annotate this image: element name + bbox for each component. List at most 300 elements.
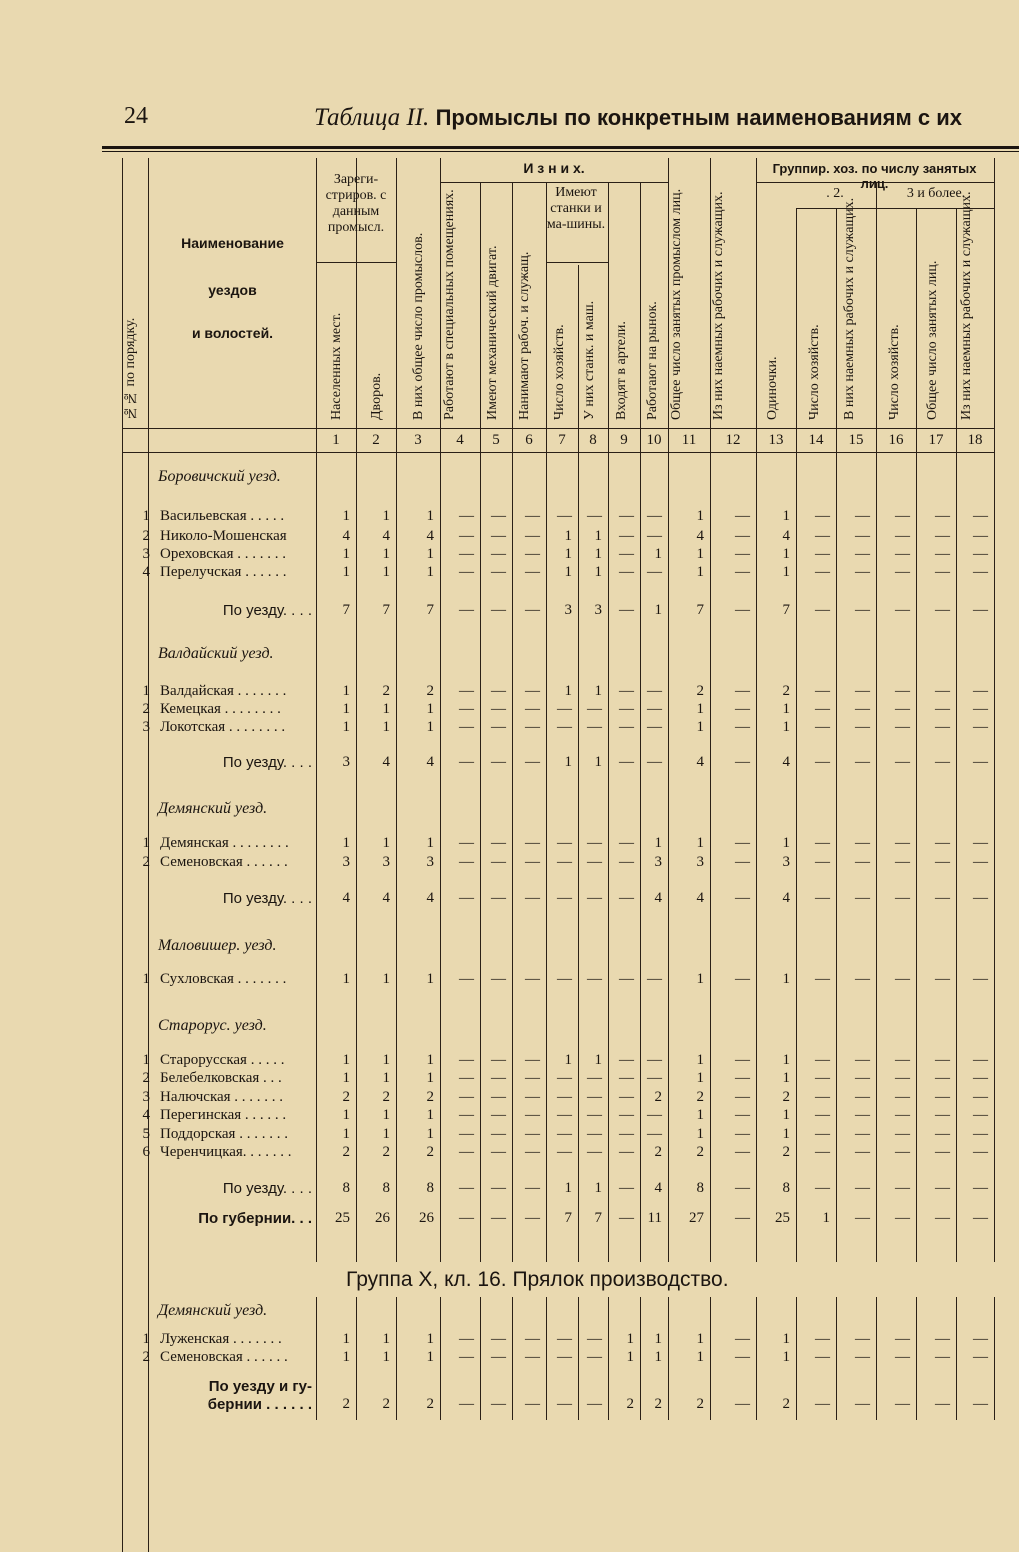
table-cell: 1 — [696, 1331, 704, 1347]
table-cell: — — [619, 719, 634, 735]
table-cell: 7 — [426, 602, 434, 618]
table-cell: 2 — [426, 1144, 434, 1160]
table-cell: 1 — [594, 683, 602, 699]
table-cell: — — [491, 971, 506, 987]
volost-name: Семеновская . . . . . . — [160, 854, 288, 870]
table-cell: 1 — [594, 1180, 602, 1196]
table-cell: 4 — [782, 528, 790, 544]
header-special-premises: Работают в специальных помещениях. — [442, 189, 457, 420]
row-number: 2 — [142, 1070, 150, 1086]
table-cell: 1 — [342, 1126, 350, 1142]
table-cell: — — [619, 546, 634, 562]
table-cell: 1 — [426, 1126, 434, 1142]
table-cell: 1 — [654, 835, 662, 851]
table-cell: 26 — [419, 1210, 434, 1226]
table-cell: — — [459, 971, 474, 987]
table-cell: — — [855, 1089, 870, 1105]
table-cell: 4 — [382, 890, 390, 906]
table-cell: — — [815, 1070, 830, 1086]
table-cell: 25 — [775, 1210, 790, 1226]
table-cell: — — [735, 1144, 750, 1160]
grid-vline — [316, 1297, 317, 1420]
header-num-farms: Число хозяйств. — [552, 324, 567, 420]
table-cell: 1 — [426, 835, 434, 851]
table-cell: — — [895, 971, 910, 987]
table-cell: — — [459, 1210, 474, 1226]
table-cell: — — [855, 754, 870, 770]
grid-vline — [668, 1297, 669, 1420]
row-number: 2 — [142, 854, 150, 870]
table-cell: — — [815, 1126, 830, 1142]
table-cell: 1 — [426, 701, 434, 717]
table-cell: — — [815, 1052, 830, 1068]
table-cell: — — [815, 1396, 830, 1412]
district-total-label: По уезду. . . . — [222, 754, 312, 771]
table-cell: — — [619, 564, 634, 580]
table-cell: — — [619, 701, 634, 717]
table-cell: — — [525, 1331, 540, 1347]
table-cell: — — [491, 1349, 506, 1365]
header-yards: Дворов. — [369, 372, 384, 420]
table-cell: 3 — [654, 854, 662, 870]
row-number: 5 — [142, 1126, 150, 1142]
table-cell: — — [459, 1126, 474, 1142]
table-cell: — — [525, 754, 540, 770]
table-cell: — — [525, 719, 540, 735]
table-cell: 4 — [696, 890, 704, 906]
district-name: Маловишер. уезд. — [158, 937, 277, 954]
table-cell: 1 — [782, 1331, 790, 1347]
row-number: 1 — [142, 835, 150, 851]
table-cell: 1 — [654, 1349, 662, 1365]
table-cell: — — [491, 1126, 506, 1142]
table-cell: — — [855, 508, 870, 524]
header-name-mid: уездов — [208, 282, 257, 298]
table-cell: — — [895, 1180, 910, 1196]
table-cell: 1 — [426, 1331, 434, 1347]
table-cell: — — [973, 546, 988, 562]
table-cell: 25 — [335, 1210, 350, 1226]
table-cell: 1 — [426, 971, 434, 987]
table-cell: — — [815, 971, 830, 987]
table-cell: 1 — [342, 971, 350, 987]
table-cell: — — [895, 1349, 910, 1365]
table-cell: — — [491, 701, 506, 717]
table-cell: 1 — [382, 701, 390, 717]
table-cell: — — [459, 890, 474, 906]
district-name: Старорус. уезд. — [158, 1017, 267, 1034]
table-cell: 1 — [382, 1070, 390, 1086]
table-cell: — — [973, 1349, 988, 1365]
table-cell: — — [459, 1107, 474, 1123]
table-cell: 3 — [426, 854, 434, 870]
table-title — [314, 104, 962, 132]
header-two: . 2. — [826, 186, 844, 201]
table-cell: — — [895, 835, 910, 851]
table-cell: 1 — [382, 508, 390, 524]
header-rownum: №№ по порядку. — [123, 317, 138, 420]
table-cell: 1 — [342, 835, 350, 851]
table-cell: 1 — [426, 1349, 434, 1365]
table-cell: 1 — [342, 719, 350, 735]
table-cell: — — [815, 754, 830, 770]
table-cell: — — [973, 528, 988, 544]
district-total-label: По уезду. . . . — [222, 602, 312, 619]
table-cell: 1 — [594, 754, 602, 770]
table-cell: — — [815, 508, 830, 524]
table-cell: — — [619, 1052, 634, 1068]
table-cell: — — [525, 1070, 540, 1086]
table-cell: 1 — [696, 701, 704, 717]
table-cell: — — [855, 1070, 870, 1086]
row-number: 4 — [142, 564, 150, 580]
table-cell: — — [491, 528, 506, 544]
table-cell: — — [557, 971, 572, 987]
table-cell: — — [647, 1126, 662, 1142]
table-cell: 1 — [782, 1126, 790, 1142]
table-cell: 2 — [342, 1144, 350, 1160]
table-cell: — — [935, 1089, 950, 1105]
table-cell: — — [459, 754, 474, 770]
table-cell: — — [815, 1331, 830, 1347]
table-cell: — — [557, 1349, 572, 1365]
table-cell: 1 — [382, 1331, 390, 1347]
table-cell: — — [815, 1089, 830, 1105]
row-number: 3 — [142, 719, 150, 735]
column-number: 12 — [725, 432, 741, 448]
table-cell: — — [895, 564, 910, 580]
grid-vline — [440, 158, 441, 1262]
table-cell: — — [855, 602, 870, 618]
table-cell: 4 — [782, 754, 790, 770]
table-cell: — — [855, 701, 870, 717]
table-cell: 1 — [342, 1107, 350, 1123]
table-cell: — — [459, 1396, 474, 1412]
table-cell: — — [815, 854, 830, 870]
table-cell: — — [895, 1144, 910, 1160]
table-cell: 1 — [382, 835, 390, 851]
table-cell: — — [935, 1144, 950, 1160]
table-cell: — — [557, 701, 572, 717]
table-cell: — — [525, 1126, 540, 1142]
table-cell: — — [587, 1349, 602, 1365]
table-cell: — — [815, 528, 830, 544]
table-cell: — — [973, 1126, 988, 1142]
table-cell: — — [855, 1107, 870, 1123]
table-cell: 1 — [564, 754, 572, 770]
grid-vline — [994, 1297, 995, 1420]
table-cell: 1 — [696, 564, 704, 580]
table-cell: — — [619, 1070, 634, 1086]
volost-name: Белебелковская . . . — [160, 1070, 282, 1086]
volost-name: Луженская . . . . . . . — [160, 1331, 282, 1347]
column-number: 6 — [525, 432, 533, 448]
table-cell: 8 — [426, 1180, 434, 1196]
table-cell: 4 — [654, 890, 662, 906]
table-cell: — — [491, 564, 506, 580]
table-cell: — — [935, 1210, 950, 1226]
volost-name: Кемецкая . . . . . . . . — [160, 701, 281, 717]
table-cell: — — [619, 971, 634, 987]
table-cell: 8 — [382, 1180, 390, 1196]
table-cell: — — [855, 890, 870, 906]
header-settlements: Населенных мест. — [329, 312, 344, 420]
table-cell: — — [557, 508, 572, 524]
header-three-more: 3 и более. — [906, 186, 966, 201]
column-number: 16 — [888, 432, 904, 448]
table-cell: — — [935, 1107, 950, 1123]
header-artel: Входят в артели. — [614, 321, 629, 420]
table-cell: — — [619, 1107, 634, 1123]
table-cell: — — [525, 890, 540, 906]
table-cell: — — [735, 508, 750, 524]
table-cell: — — [973, 1210, 988, 1226]
table-cell: 1 — [594, 528, 602, 544]
table-cell: 2 — [654, 1144, 662, 1160]
district-name: Демянский уезд. — [158, 1302, 268, 1319]
total-label: По уезду и гу- — [208, 1378, 312, 1395]
table-cell: — — [735, 971, 750, 987]
table-cell: — — [973, 754, 988, 770]
table-cell: — — [935, 528, 950, 544]
table-cell: — — [619, 1089, 634, 1105]
table-cell: — — [491, 1331, 506, 1347]
table-cell: 7 — [342, 602, 350, 618]
table-cell: — — [855, 1126, 870, 1142]
table-cell: — — [735, 1126, 750, 1142]
volost-name: Ореховская . . . . . . . — [160, 546, 286, 562]
grid-vline — [916, 1297, 917, 1420]
table-cell: — — [973, 1107, 988, 1123]
header-three-hired: Из них наемных рабочих и служащих. — [959, 191, 974, 420]
grid-hline — [122, 452, 994, 453]
table-cell: — — [935, 719, 950, 735]
table-cell: — — [491, 854, 506, 870]
table-cell: — — [459, 701, 474, 717]
table-cell: — — [973, 1144, 988, 1160]
header-grouping: Группир. хоз. по числу занятых лиц. — [772, 161, 977, 191]
table-cell: — — [735, 719, 750, 735]
district-total-label: По уезду. . . . — [222, 890, 312, 907]
table-cell: — — [647, 719, 662, 735]
grid-vline — [356, 158, 357, 1262]
table-cell: — — [895, 1331, 910, 1347]
table-cell: — — [459, 546, 474, 562]
table-cell: — — [525, 835, 540, 851]
header-name-bot: и волостей. — [191, 325, 274, 341]
table-cell: 1 — [382, 1107, 390, 1123]
table-cell: — — [935, 1052, 950, 1068]
volost-name: Валдайская . . . . . . . — [160, 683, 287, 699]
table-cell: — — [735, 890, 750, 906]
table-cell: 1 — [342, 546, 350, 562]
grid-vline — [916, 208, 917, 1262]
table-cell: — — [459, 854, 474, 870]
table-cell: — — [815, 1144, 830, 1160]
table-cell: — — [525, 1144, 540, 1160]
table-cell: — — [973, 971, 988, 987]
table-cell: — — [525, 1180, 540, 1196]
table-cell: 2 — [382, 1089, 390, 1105]
row-number: 4 — [142, 1107, 150, 1123]
table-cell: — — [815, 602, 830, 618]
table-cell: — — [491, 719, 506, 735]
table-cell: 7 — [696, 602, 704, 618]
table-cell: — — [855, 1052, 870, 1068]
table-cell: — — [557, 1331, 572, 1347]
table-cell: — — [935, 890, 950, 906]
table-cell: — — [491, 1210, 506, 1226]
table-cell: — — [647, 564, 662, 580]
table-cell: — — [587, 890, 602, 906]
table-cell: — — [855, 971, 870, 987]
table-cell: — — [815, 564, 830, 580]
table-cell: 4 — [654, 1180, 662, 1196]
table-cell: — — [647, 1052, 662, 1068]
table-cell: 1 — [426, 508, 434, 524]
table-cell: 2 — [696, 1144, 704, 1160]
table-cell: 1 — [564, 528, 572, 544]
table-cell: 1 — [382, 971, 390, 987]
table-cell: 2 — [696, 1396, 704, 1412]
table-cell: — — [735, 1089, 750, 1105]
table-cell: — — [935, 564, 950, 580]
table-cell: — — [619, 754, 634, 770]
table-cell: — — [459, 602, 474, 618]
table-cell: — — [815, 835, 830, 851]
table-cell: — — [935, 602, 950, 618]
table-cell: — — [735, 546, 750, 562]
table-cell: — — [815, 1180, 830, 1196]
table-cell: — — [855, 1210, 870, 1226]
column-number: 4 — [456, 432, 464, 448]
table-cell: 1 — [654, 602, 662, 618]
table-cell: 1 — [782, 564, 790, 580]
table-cell: — — [895, 701, 910, 717]
top-rule — [102, 146, 1019, 149]
table-cell: — — [973, 719, 988, 735]
table-cell: — — [935, 508, 950, 524]
table-cell: — — [491, 602, 506, 618]
table-cell: — — [525, 683, 540, 699]
table-cell: 1 — [782, 719, 790, 735]
row-number: 2 — [142, 528, 150, 544]
table-cell: — — [587, 835, 602, 851]
table-cell: — — [855, 719, 870, 735]
table-cell: 1 — [382, 564, 390, 580]
table-cell: 1 — [696, 1349, 704, 1365]
header-hire-workers: Нанимают рабоч. и служащ. — [517, 251, 532, 420]
header-total-crafts: В них общее число промыслов. — [411, 232, 426, 420]
table-cell: — — [935, 1180, 950, 1196]
table-cell: — — [815, 1349, 830, 1365]
table-cell: — — [647, 754, 662, 770]
table-cell: — — [459, 1070, 474, 1086]
header-single: Одиночки. — [765, 356, 780, 420]
table-cell: — — [587, 701, 602, 717]
table-cell: — — [647, 683, 662, 699]
table-cell: — — [935, 971, 950, 987]
table-cell: 1 — [564, 546, 572, 562]
column-number: 8 — [589, 432, 597, 448]
volost-name: Перегинская . . . . . . — [160, 1107, 287, 1123]
table-cell: 1 — [782, 701, 790, 717]
grid-vline — [396, 1297, 397, 1420]
table-cell: — — [895, 1107, 910, 1123]
table-cell: 2 — [382, 683, 390, 699]
table-cell: — — [557, 1396, 572, 1412]
table-cell: 8 — [342, 1180, 350, 1196]
column-number: 1 — [332, 432, 340, 448]
table-cell: — — [973, 1180, 988, 1196]
table-cell: — — [973, 508, 988, 524]
table-cell: — — [647, 701, 662, 717]
table-cell: — — [587, 508, 602, 524]
table-cell: — — [895, 754, 910, 770]
table-cell: — — [855, 1349, 870, 1365]
row-number: 3 — [142, 1089, 150, 1105]
table-cell: — — [735, 854, 750, 870]
table-cell: 4 — [696, 528, 704, 544]
page-number: 24 — [124, 103, 148, 129]
table-cell: — — [647, 1070, 662, 1086]
column-number: 9 — [620, 432, 628, 448]
table-cell: — — [587, 971, 602, 987]
table-cell: — — [735, 835, 750, 851]
table-cell: — — [525, 528, 540, 544]
table-cell: — — [935, 1126, 950, 1142]
table-cell: 2 — [426, 1089, 434, 1105]
table-cell: — — [619, 683, 634, 699]
table-cell: — — [619, 602, 634, 618]
table-cell: — — [973, 1052, 988, 1068]
table-cell: — — [459, 528, 474, 544]
column-number: 13 — [768, 432, 784, 448]
table-cell: — — [735, 564, 750, 580]
table-title-bold: Промыслы по конкретным наименованиям с их — [435, 105, 962, 130]
column-number: 11 — [681, 432, 697, 448]
grid-vline — [796, 1297, 797, 1420]
table-cell: — — [557, 890, 572, 906]
table-cell: 2 — [626, 1396, 634, 1412]
table-cell: — — [557, 719, 572, 735]
table-cell: — — [587, 719, 602, 735]
table-cell: 2 — [782, 1144, 790, 1160]
table-cell: 4 — [382, 528, 390, 544]
table-cell: 3 — [382, 854, 390, 870]
table-cell: — — [525, 971, 540, 987]
table-cell: 1 — [782, 508, 790, 524]
table-cell: 7 — [564, 1210, 572, 1226]
row-number: 1 — [142, 1331, 150, 1347]
table-cell: — — [735, 1331, 750, 1347]
grid-vline — [796, 208, 797, 1262]
table-cell: — — [735, 1349, 750, 1365]
table-cell: 3 — [594, 602, 602, 618]
table-cell: — — [895, 1070, 910, 1086]
volost-name: Поддорская . . . . . . . — [160, 1126, 288, 1142]
table-cell: 1 — [696, 1107, 704, 1123]
table-cell: — — [735, 1107, 750, 1123]
table-cell: — — [619, 528, 634, 544]
total-label: бернии . . . . . . — [207, 1396, 312, 1413]
table-cell: — — [647, 971, 662, 987]
table-cell: — — [491, 1052, 506, 1068]
grid-hline — [122, 428, 994, 429]
district-name: Демянский уезд. — [158, 800, 268, 817]
table-cell: — — [491, 546, 506, 562]
table-cell: — — [735, 528, 750, 544]
